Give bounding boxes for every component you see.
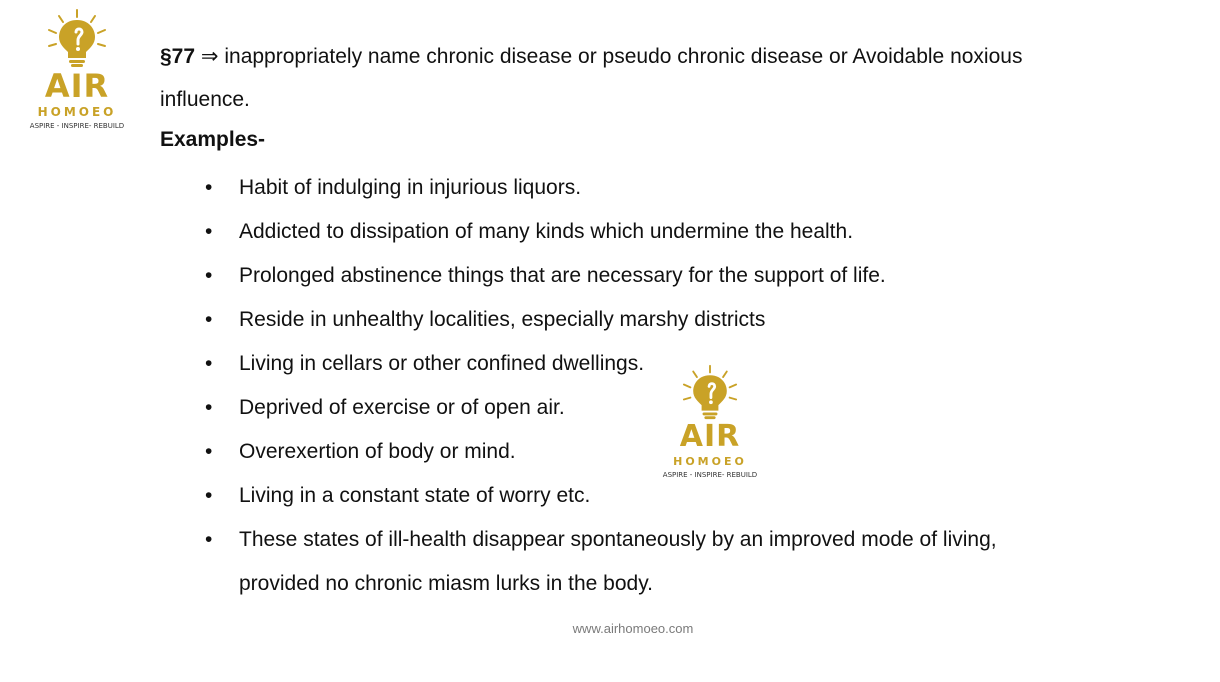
lightbulb-icon: [45, 8, 109, 68]
logo-tagline: ASPIRE - INSPIRE- REBUILD: [29, 122, 125, 130]
examples-label: Examples-: [160, 128, 266, 151]
heading-text: inappropriately name chronic disease or pseudo chronic disease or Avoidable noxious influence.: [160, 45, 1023, 111]
list-item: [205, 298, 1065, 342]
list-item: [205, 430, 1065, 474]
list-item: [205, 210, 1065, 254]
list-item: [205, 254, 1065, 298]
example-list: [205, 166, 1065, 606]
list-item: [205, 342, 1065, 386]
arrow-icon: ⇒: [200, 45, 219, 68]
list-item-text: Prolonged abstinence things that are necessary for the support of life.: [239, 264, 886, 287]
bullet-icon: •: [205, 308, 213, 331]
bullet-icon: •: [205, 220, 213, 243]
logo-subtitle: HOMOEO: [673, 455, 747, 468]
list-item: [205, 471, 1065, 518]
list-item-text: Overexertion of body or mind.: [239, 440, 516, 463]
list-item-text: These states of ill-health disappear spontaneously by an improved mode of living, provided no chronic miasm lurks in the body.: [239, 528, 997, 595]
list-item: [205, 518, 1065, 606]
footer-url: www.airhomoeo.com: [572, 621, 694, 636]
logo: [22, 8, 132, 130]
list-item: [205, 386, 1065, 430]
logo-subtitle: HOMOEO: [37, 105, 117, 119]
bullet-icon: •: [205, 528, 213, 551]
bullet-icon: •: [205, 264, 213, 287]
logo-tagline: ASPIRE - INSPIRE- REBUILD: [662, 471, 758, 479]
logo-brand: AIR: [44, 67, 110, 105]
list-item-text: Reside in unhealthy localities, especially marshy districts: [239, 308, 766, 331]
list-item-text: Living in cellars or other confined dwellings.: [239, 352, 645, 375]
section-number: §77: [160, 45, 196, 68]
list-item: [205, 166, 1065, 210]
bullet-icon: •: [205, 484, 213, 507]
list-item-text: Habit of indulging in injurious liquors.: [239, 176, 582, 199]
list-item-text: Deprived of exercise or of open air.: [239, 396, 565, 419]
bullet-icon: •: [205, 176, 213, 199]
logo-brand: AIR: [679, 419, 741, 454]
section-heading: [160, 35, 1100, 121]
bullet-icon: •: [205, 440, 213, 463]
list-item-text: Addicted to dissipation of many kinds which undermine the health.: [239, 220, 854, 243]
list-item-text: Living in a constant state of worry etc.: [239, 484, 591, 507]
bullet-icon: •: [205, 396, 213, 419]
bullet-icon: •: [205, 352, 213, 375]
